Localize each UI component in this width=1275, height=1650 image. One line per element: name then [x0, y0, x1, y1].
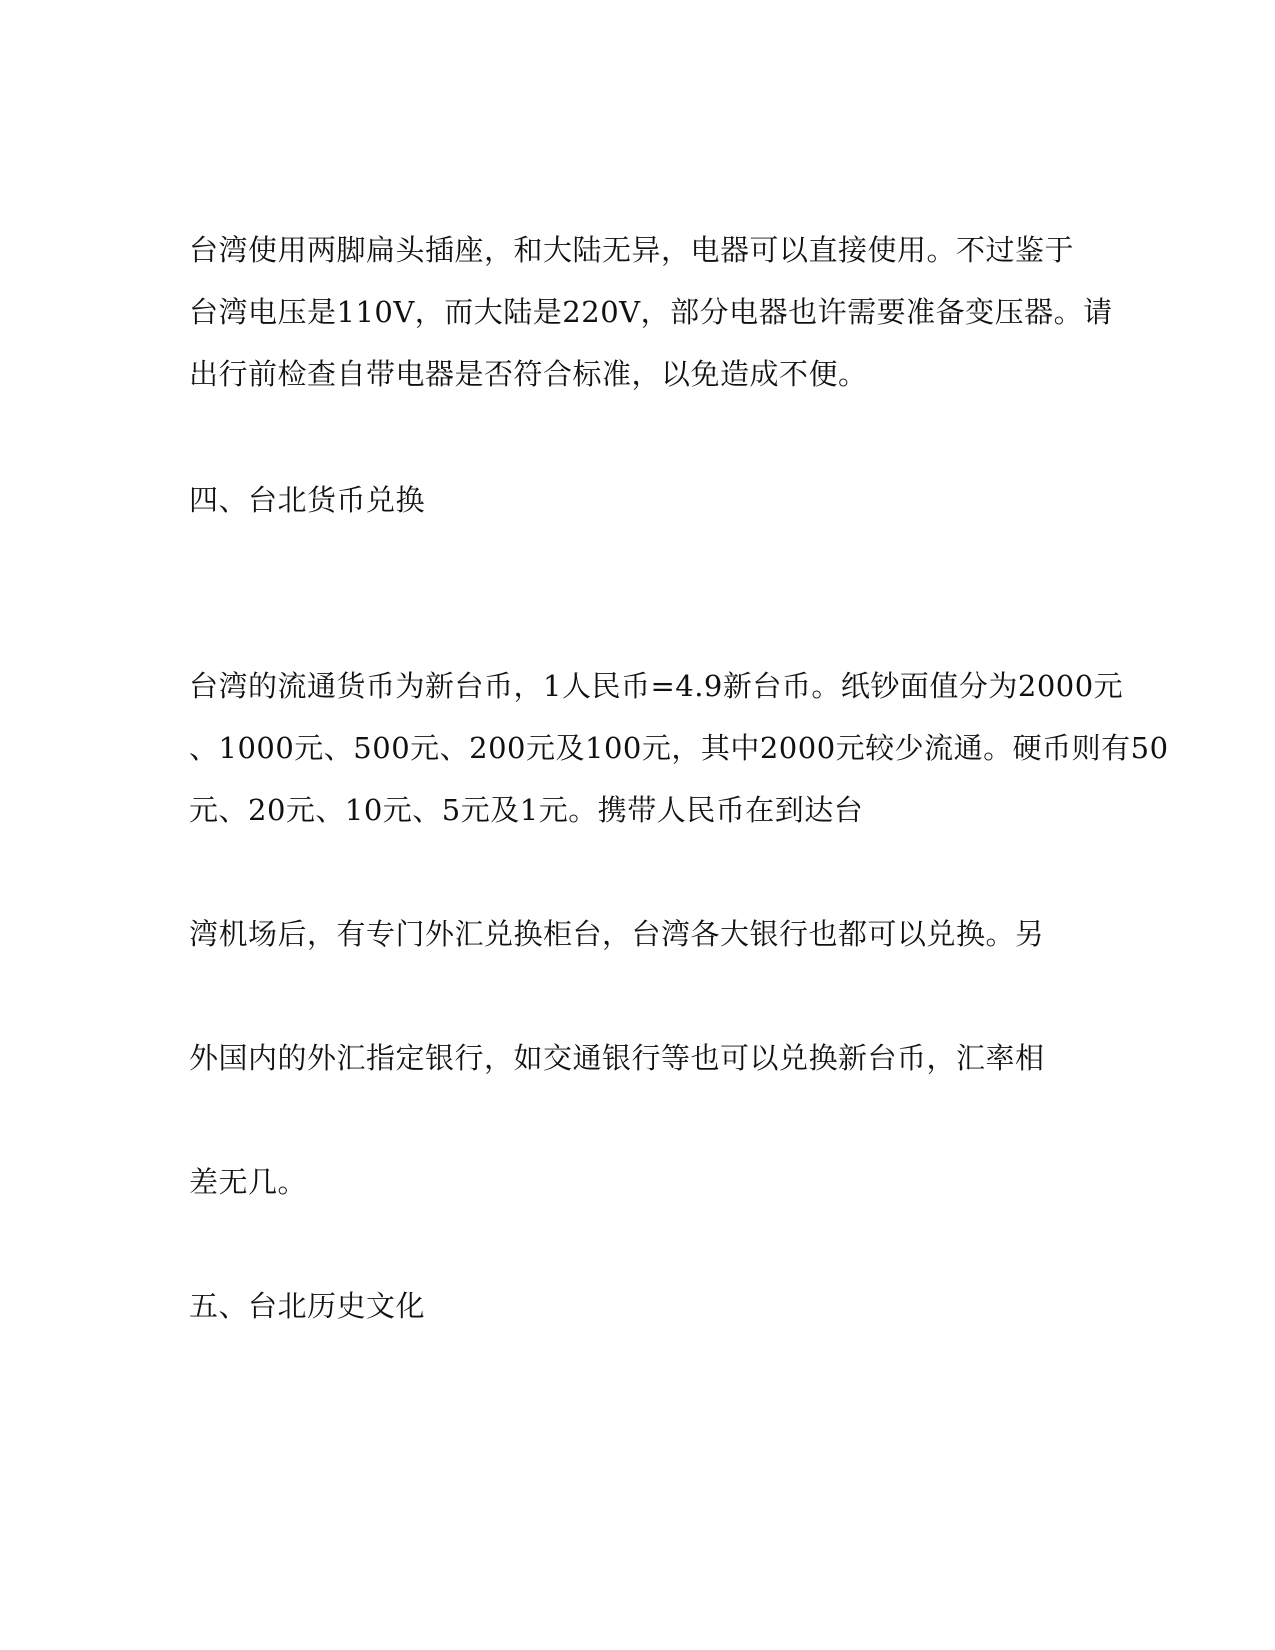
section-heading-history: 五、台北历史文化: [189, 1289, 426, 1323]
paragraph-line: 外国内的外汇指定银行，如交通银行等也可以兑换新台币，汇率相: [189, 1041, 1045, 1075]
paragraph-line: 台湾的流通货币为新台币，1人民币=4.9新台币。纸钞面值分为2000元: [189, 669, 1124, 703]
paragraph-line: 差无几。: [189, 1165, 308, 1199]
paragraph-line: 台湾电压是110V，而大陆是220V，部分电器也许需要准备变压器。请: [189, 295, 1113, 329]
paragraph-line: 、1000元、500元、200元及100元，其中2000元较少流通。硬币则有50: [189, 731, 1169, 765]
paragraph-line: 台湾使用两脚扁头插座，和大陆无异，电器可以直接使用。不过鉴于: [189, 233, 1075, 267]
paragraph-line: 元、20元、10元、5元及1元。携带人民币在到达台: [189, 793, 864, 827]
paragraph-line: 湾机场后，有专门外汇兑换柜台，台湾各大银行也都可以兑换。另: [189, 917, 1045, 951]
paragraph-line: 出行前检查自带电器是否符合标准，以免造成不便。: [189, 357, 868, 391]
section-heading-currency: 四、台北货币兑换: [189, 483, 426, 517]
